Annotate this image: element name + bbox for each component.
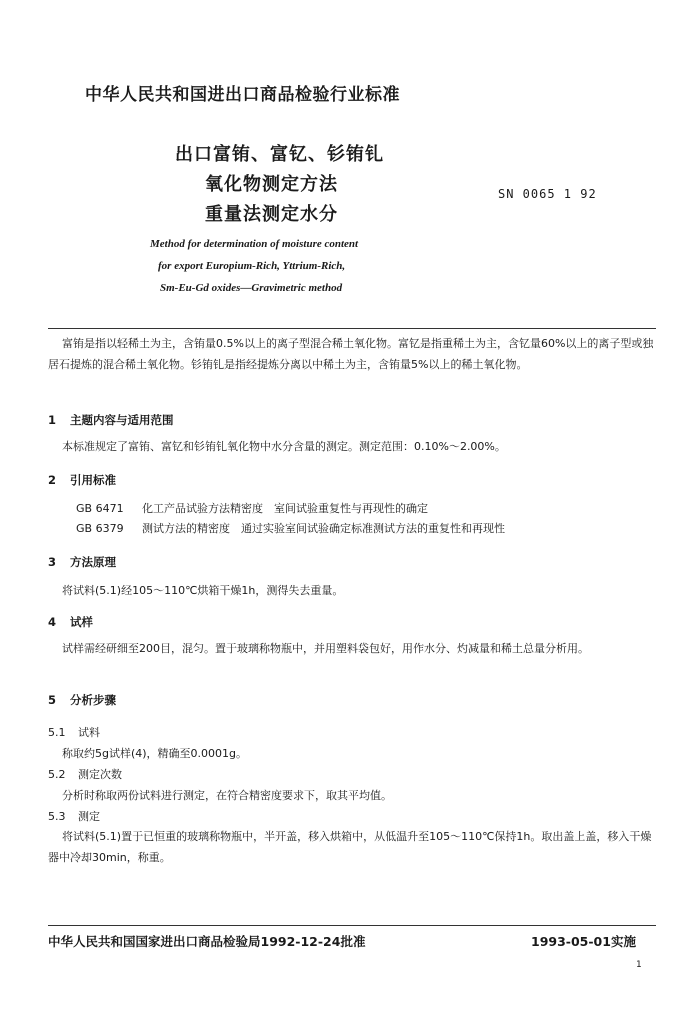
doc-title-line-2: 氧化物测定方法 xyxy=(205,174,338,195)
reference-item xyxy=(76,500,428,516)
section-1-heading xyxy=(48,412,174,428)
section-4-text: 试样需经研细至200目，混匀。置于玻璃称物瓶中，并用塑料袋包好，用作水分、灼减量和稀土总量分析用。 xyxy=(62,642,589,655)
section-3-heading xyxy=(48,554,116,570)
subsection-5-2-heading xyxy=(48,766,122,782)
approval-line: 中华人民共和国国家进出口商品检验局1992-12-24批准 xyxy=(48,934,366,949)
reference-name: 测试方法的精密度 通过实验室间试验确定标准测试方法的重复性和再现性 xyxy=(142,522,505,535)
subsection-title: 测定 xyxy=(78,810,100,823)
subsection-title: 测定次数 xyxy=(78,768,122,781)
intro-paragraph: 富铕是指以轻稀土为主，含铕量0.5%以上的离子型混合稀土氧化物。富钇是指重稀土为主，含钇量60%以上的离子型或独居石提炼的混合稀土氧化物。钐铕钆是指经提炼分离以中稀土为主，含铕量5%以上的稀土氧化物。 xyxy=(48,337,654,371)
english-title-line-2: for export Europium-Rich, Yttrium-Rich, xyxy=(158,260,346,272)
section-number: 5 xyxy=(48,693,57,707)
subsection-5-3-heading xyxy=(48,808,100,824)
section-number: 4 xyxy=(48,615,57,629)
section-title: 方法原理 xyxy=(70,555,116,569)
section-5-heading xyxy=(48,692,116,708)
section-number: 2 xyxy=(48,473,57,487)
standard-number: SN 0065 1 92 xyxy=(498,187,597,201)
subsection-title: 试料 xyxy=(78,726,100,739)
english-title-line-3: Sm-Eu-Gd oxides—Gravimetric method xyxy=(160,282,343,294)
subsection-5-1-text: 称取约5g试样(4)，精确至0.0001g。 xyxy=(62,747,248,760)
subsection-number: 5.2 xyxy=(48,768,66,781)
reference-code: GB 6379 xyxy=(76,522,124,535)
section-number: 3 xyxy=(48,555,57,569)
bottom-divider xyxy=(48,925,656,926)
section-number: 1 xyxy=(48,413,57,427)
reference-code: GB 6471 xyxy=(76,502,124,515)
subsection-number: 5.3 xyxy=(48,810,66,823)
english-title-line-1: Method for determination of moisture content xyxy=(150,238,359,250)
section-title: 分析步骤 xyxy=(70,693,116,707)
subsection-5-2-text: 分析时称取两份试料进行测定，在符合精密度要求下，取其平均值。 xyxy=(62,789,392,802)
page-number: 1 xyxy=(636,960,642,970)
reference-name: 化工产品试验方法精密度 室间试验重复性与再现性的确定 xyxy=(142,502,428,515)
section-4-heading xyxy=(48,614,93,630)
subsection-5-1-heading xyxy=(48,724,100,740)
section-title: 主题内容与适用范围 xyxy=(70,413,174,427)
top-divider xyxy=(48,328,656,329)
section-title: 引用标准 xyxy=(70,473,116,487)
doc-title-line-3: 重量法测定水分 xyxy=(205,204,338,225)
section-2-heading xyxy=(48,472,116,488)
subsection-number: 5.1 xyxy=(48,726,66,739)
section-1-text: 本标准规定了富铕、富钇和钐铕钆氧化物中水分含量的测定。测定范围：0.10%～2.00%。 xyxy=(62,440,506,453)
doc-title-line-1: 出口富铕、富钇、钐铕钆 xyxy=(175,144,384,165)
section-3-text: 将试料(5.1)经105～110℃烘箱干燥1h，测得失去重量。 xyxy=(62,584,344,597)
reference-item xyxy=(76,520,505,536)
implementation-date: 1993-05-01实施 xyxy=(531,934,636,949)
section-title: 试样 xyxy=(70,615,93,629)
subsection-5-3-text: 将试料(5.1)置于已恒重的玻璃称物瓶中，半开盖，移入烘箱中，从低温升至105～110℃保持1h。取出盖上盖，移入干燥器中冷却30min，称重。 xyxy=(48,830,652,864)
standard-org-title: 中华人民共和国进出口商品检验行业标准 xyxy=(85,85,400,105)
